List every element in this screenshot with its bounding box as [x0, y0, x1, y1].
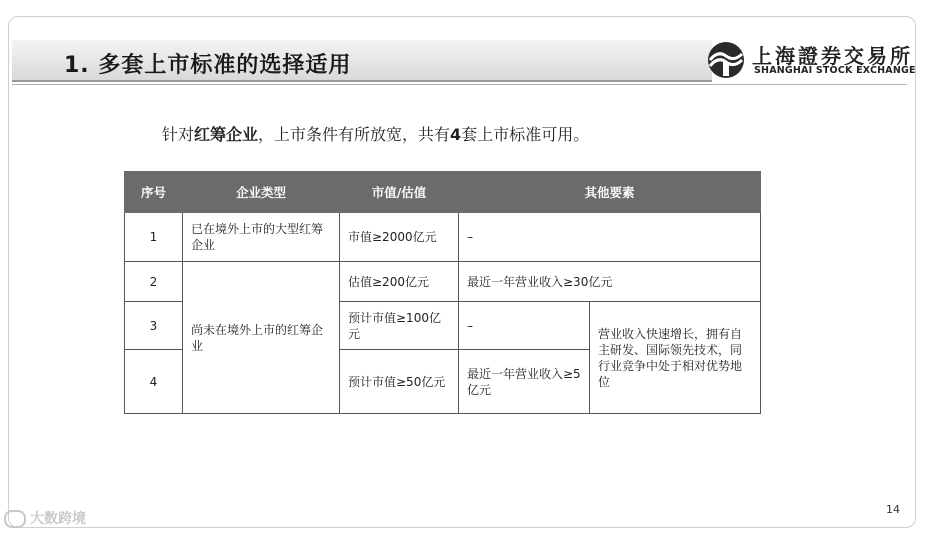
page-number: 14 — [886, 503, 900, 516]
intro-middle: ，上市条件有所放宽，共有 — [258, 125, 451, 144]
header-no: 序号 — [125, 172, 183, 213]
shared-other-cell: 营业收入快速增长，拥有自主研发、国际领先技术，同行业竞争中处于相对优势地位 — [590, 302, 761, 414]
row-value: 市值≥2000亿元 — [340, 213, 459, 262]
title-divider — [12, 84, 907, 85]
intro-highlight: 红筹企业 — [194, 125, 259, 144]
row-type: 尚未在境外上市的红筹企业 — [183, 262, 340, 414]
row-other: – — [459, 302, 590, 350]
logo-name-en: SHANGHAI STOCK EXCHANGE — [754, 65, 916, 76]
row-no: 4 — [125, 350, 183, 414]
table-row — [125, 213, 761, 262]
row-no: 3 — [125, 302, 183, 350]
row-other: – — [459, 213, 761, 262]
header-other: 其他要素 — [459, 172, 761, 213]
header-type: 企业类型 — [183, 172, 340, 213]
row-no: 1 — [125, 213, 183, 262]
watermark-text: 大数跨境 — [30, 511, 86, 527]
row-value: 预计市值≥100亿元 — [340, 302, 459, 350]
row-value: 预计市值≥50亿元 — [340, 350, 459, 414]
sse-logo-icon — [706, 40, 746, 80]
row-no: 2 — [125, 262, 183, 302]
intro-prefix: 针对 — [162, 125, 195, 144]
intro-suffix: 套上市标准可用。 — [461, 125, 590, 144]
sse-logo — [706, 38, 916, 82]
table-row — [125, 262, 761, 302]
intro-count: 4 — [450, 125, 462, 144]
logo-name-cn: 上海證券交易所 — [752, 44, 913, 68]
intro-text — [162, 122, 589, 145]
header-value: 市值/估值 — [340, 172, 459, 213]
watermark — [4, 508, 86, 528]
table-header-row — [125, 172, 761, 213]
row-other: 最近一年营业收入≥5亿元 — [459, 350, 590, 414]
row-other: 最近一年营业收入≥30亿元 — [459, 262, 761, 302]
listing-standards-table — [124, 171, 761, 414]
watermark-logo-icon — [4, 510, 26, 528]
slide-title: 1. 多套上市标准的选择适用 — [64, 53, 352, 78]
row-type: 已在境外上市的大型红筹企业 — [183, 213, 340, 262]
row-value: 估值≥200亿元 — [340, 262, 459, 302]
